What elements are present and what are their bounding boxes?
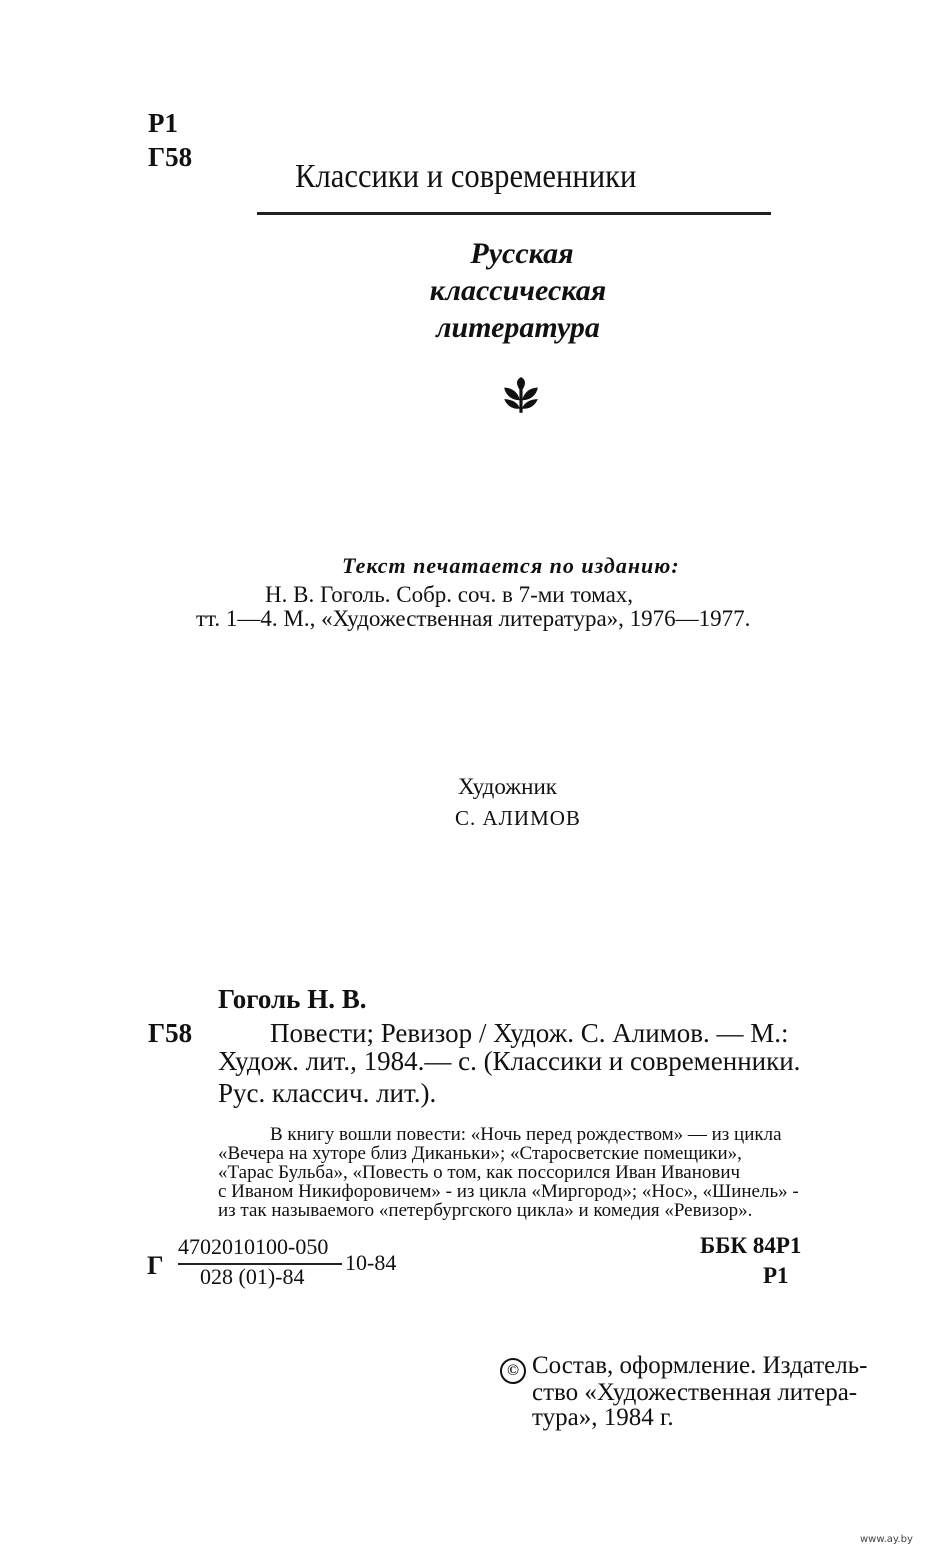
series-divider: [257, 212, 771, 215]
watermark: www.ay.by: [860, 1534, 913, 1545]
annotation-line: «Тарас Бульба», «Повесть о том, как поссорился Иван Иванович: [218, 1162, 741, 1183]
subseries-line-1: Русская: [470, 237, 574, 270]
index-denominator: 028 (01)-84: [200, 1264, 305, 1289]
artist-name: С. АЛИМОВ: [455, 806, 581, 830]
catalog-mark: Г58: [148, 1018, 193, 1048]
annotation-line: В книгу вошли повести: «Ночь перед рождеством» — из цикла: [270, 1124, 782, 1145]
index-numerator: 4702010100-050: [178, 1234, 329, 1259]
index-letter: Г: [147, 1251, 164, 1280]
copyright-line: тура», 1984 г.: [532, 1404, 674, 1431]
series-title: Классики и современники: [295, 158, 637, 195]
classification-code-secondary: Г58: [148, 142, 193, 172]
bibliographic-line: Повести; Ревизор / Худож. С. Алимов. — М.:: [270, 1018, 789, 1048]
leaf-emblem-icon: [500, 375, 542, 417]
classification-code: Р1: [148, 108, 178, 138]
index-suffix: 10-84: [345, 1250, 397, 1275]
subseries-line-3: литература: [436, 311, 600, 344]
artist-label: Художник: [458, 774, 557, 799]
bbk-label: ББК 84Р1: [700, 1233, 802, 1258]
source-line: Н. В. Гоголь. Собр. соч. в 7-ми томах,: [265, 582, 634, 607]
source-heading: Текст печатается по изданию:: [342, 553, 680, 578]
annotation-line: из так называемого «петербургского цикла» и комедия «Ревизор».: [218, 1200, 753, 1221]
annotation-line: с Иваном Никифоровичем» - из цикла «Миргород»; «Нос», «Шинель» -: [218, 1181, 799, 1202]
source-line: тт. 1—4. М., «Художественная литература», 1976—1977.: [196, 606, 751, 631]
copyright-line: Состав, оформление. Издатель-: [532, 1352, 868, 1379]
subseries-line-2: классическая: [429, 274, 607, 307]
bbk-code: Р1: [763, 1263, 789, 1288]
annotation-line: «Вечера на хуторе близ Диканьки»; «Старосветские помещики»,: [218, 1143, 742, 1164]
bibliographic-line: Рус. классич. лит.).: [218, 1078, 437, 1108]
bibliographic-line: Худож. лит., 1984.— с. (Классики и современники.: [218, 1046, 801, 1076]
copyright-line: ство «Художественная литера-: [532, 1379, 858, 1406]
copyright-icon: ©: [500, 1358, 526, 1384]
author-heading: Гоголь Н. В.: [218, 984, 367, 1014]
